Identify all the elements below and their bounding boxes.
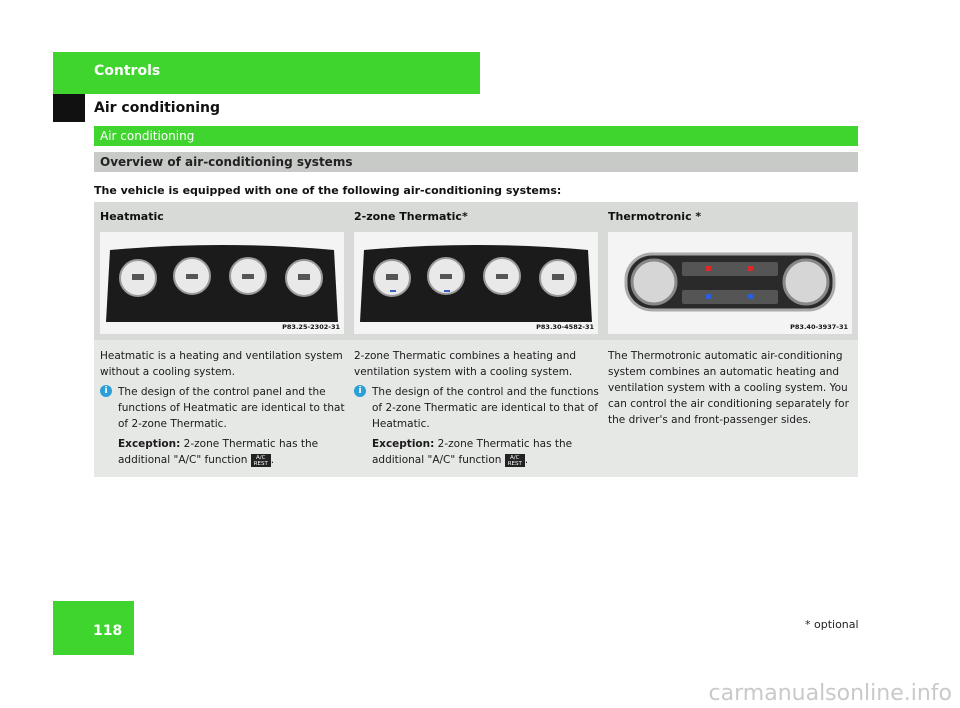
heatmatic-description: Heatmatic is a heating and ventilation system without a cooling system. i The design of the control panel and the functions of Heatmatic are identical to that of 2-zone Thermatic. Exception: 2-zone Thermatic has the additional "A/C" function A/C REST . xyxy=(100,350,345,467)
info-icon: i xyxy=(100,385,112,397)
page-number-box xyxy=(53,601,134,655)
heatmatic-image xyxy=(100,232,344,334)
ac-button-icon: A/C REST xyxy=(505,454,525,467)
heatmatic-title: Heatmatic xyxy=(100,210,164,223)
section-bar: Air conditioning xyxy=(94,126,858,146)
heatmatic-panel-graphic xyxy=(100,232,344,334)
ac-button-icon: A/C REST xyxy=(251,454,271,467)
thermotronic-description: The Thermotronic automatic air-conditioning system combines an automatic heating and ventilation system with a cooling system. You can control the air conditioning separately for the driver's and front-passenger sides. xyxy=(608,350,849,426)
thermatic-panel-graphic xyxy=(354,232,598,334)
watermark: carmanualsonline.info xyxy=(708,681,952,706)
heatmatic-exception: Exception: 2-zone Thermatic has the additional "A/C" function A/C REST . xyxy=(118,438,319,467)
heatmatic-image-code: P83.25-2302-31 xyxy=(282,323,340,331)
thermotronic-title: Thermotronic * xyxy=(608,210,702,223)
thermatic-image-code: P83.30-4582-31 xyxy=(536,323,594,331)
thermatic-title: 2-zone Thermatic* xyxy=(354,210,468,223)
thermotronic-image xyxy=(608,232,852,334)
page-number: 118 xyxy=(93,623,123,639)
intro-text: The vehicle is equipped with one of the following air-conditioning systems: xyxy=(94,184,562,197)
section-title: Controls xyxy=(94,63,161,79)
systems-table xyxy=(94,202,858,477)
thermatic-note: i The design of the control and the functions of 2-zone Thermatic are identical to that of Heatmatic. xyxy=(354,384,600,432)
thermatic-exception: Exception: 2-zone Thermatic has the additional "A/C" function A/C REST . xyxy=(372,438,573,467)
header-marker xyxy=(53,94,85,122)
subsection-bar: Overview of air-conditioning systems xyxy=(94,152,858,172)
heatmatic-note: i The design of the control panel and the functions of Heatmatic are identical to that of 2-zone Thermatic. xyxy=(100,384,346,432)
thermatic-description: 2-zone Thermatic combines a heating and ventilation system with a cooling system. i The design of the control and the functions of 2-zone Thermatic are identical to that of Heatmatic. Exception: 2-zone Thermatic has the additional "A/C" function A/C REST . xyxy=(354,350,599,467)
footnote: * optional xyxy=(805,618,859,631)
thermatic-image xyxy=(354,232,598,334)
thermotronic-image-code: P83.40-3937-31 xyxy=(790,323,848,331)
subsection-title: Air conditioning xyxy=(94,100,220,116)
thermotronic-panel-graphic xyxy=(608,232,852,334)
info-icon: i xyxy=(354,385,366,397)
